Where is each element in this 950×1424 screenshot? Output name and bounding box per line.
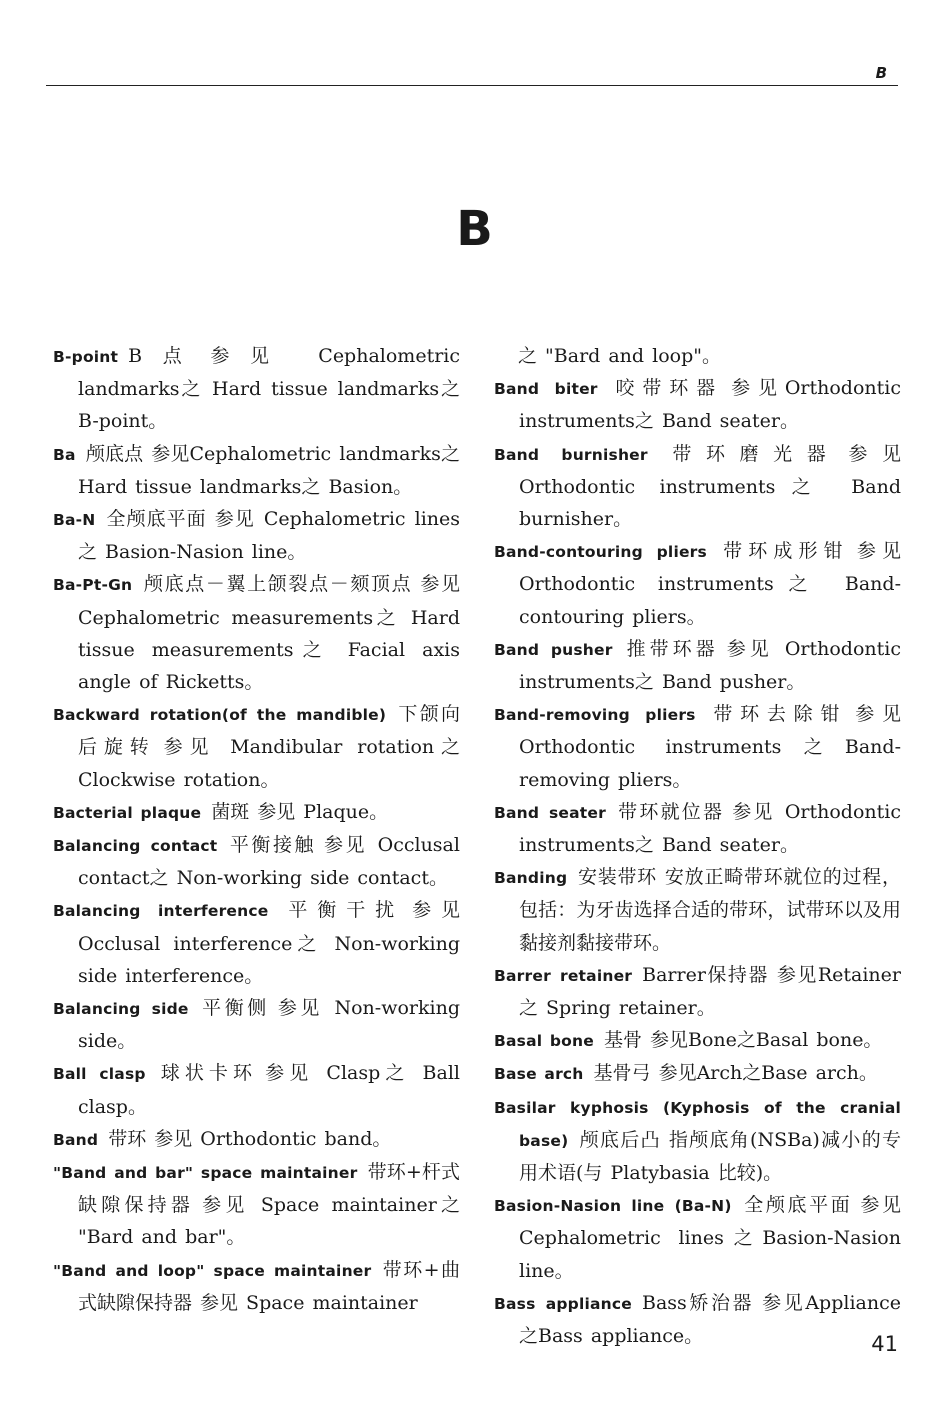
entry-definition: 指颅底角(NSBa)减小的专用术语(与 Platybasia 比较)。 xyxy=(519,1128,901,1185)
dictionary-entry xyxy=(53,503,460,568)
entry-chinese-term: 颅底点 xyxy=(85,442,144,465)
dictionary-entry xyxy=(494,1091,901,1190)
dictionary-entry xyxy=(53,1254,460,1319)
dictionary-entry xyxy=(53,1156,460,1254)
entry-definition: 参见 Non-working side。 xyxy=(78,997,460,1053)
entry-headword: Ba-N xyxy=(53,511,96,530)
dictionary-entry xyxy=(494,796,901,861)
entry-chinese-term: 带环成形钳 xyxy=(716,540,849,563)
dictionary-entry xyxy=(53,698,460,796)
entry-definition: 参见 Mandibular rotation之 Clockwise rotation。 xyxy=(78,736,460,791)
entry-definition: 参见 Cephalometric measurements之 Hard tissue measurements之 Facial axis angle of Ricketts。 xyxy=(78,573,460,694)
entry-headword: B-point xyxy=(53,348,119,366)
entry-definition: 参见 Space maintainer之 "Bard and bar"。 xyxy=(78,1194,460,1249)
entry-headword: Base arch xyxy=(494,1065,584,1084)
entry-headword: Backward rotation(of the mandible) xyxy=(53,706,387,725)
entry-headword: Basilar kyphosis (Kyphosis of the cranial base) xyxy=(494,1098,901,1150)
dictionary-entry xyxy=(53,340,460,438)
entry-headword: Balancing interference xyxy=(53,902,269,921)
entry-chinese-term: 颅底后凸 xyxy=(578,1128,661,1151)
entry-chinese-term: 全颅底平面 xyxy=(105,508,207,531)
entry-chinese-term: 颅底点－翼上颌裂点－颏顶点 xyxy=(142,573,413,596)
entry-chinese-term: 带环+杆式缺隙保持器 xyxy=(78,1161,460,1217)
entry-headword: Band seater xyxy=(494,803,606,822)
entry-headword: Basal bone xyxy=(494,1032,594,1051)
entry-definition: 参见 Space maintainer xyxy=(200,1291,418,1314)
entry-definition: 参见 Cephalometric lines之 Basion-Nasion line。 xyxy=(78,508,460,564)
entry-definition: 参见 Occlusal contact之 Non-working side contact。 xyxy=(78,834,460,890)
entry-chinese-term: 球状卡环 xyxy=(155,1062,258,1085)
entry-definition: 参见 Cephalometric lines之Basion-Nasion line。 xyxy=(519,1194,901,1282)
entry-definition: 参见 Plaque。 xyxy=(257,800,389,823)
entry-chinese-term: 平衡侧 xyxy=(198,997,270,1020)
entry-chinese-term: 带环+曲式缺隙保持器 xyxy=(78,1258,460,1314)
entry-headword: "Band and bar" space maintainer xyxy=(53,1164,358,1183)
entry-headword: Band biter xyxy=(494,380,598,399)
entry-headword: Banding xyxy=(494,869,568,888)
dictionary-entry xyxy=(53,796,460,829)
dictionary-entry xyxy=(494,1287,901,1352)
dictionary-entry xyxy=(494,861,901,959)
running-head: B xyxy=(875,64,887,82)
entry-definition: 参见 Orthodontic instruments之 Band pusher。 xyxy=(519,637,901,694)
right-column xyxy=(494,340,901,1352)
entry-headword: Band-contouring pliers xyxy=(494,543,707,562)
entry-chinese-term: Barrer保持器 xyxy=(642,963,769,986)
entry-definition: 参见 Cephalometric landmarks之 Hard tissue landmarks之 B-point。 xyxy=(78,345,461,433)
dictionary-entry xyxy=(53,894,460,992)
entry-headword: Ba-Pt-Gn xyxy=(53,576,133,595)
right-column-entries xyxy=(494,372,901,1352)
entry-chinese-term: B点 xyxy=(128,345,203,367)
dictionary-entry xyxy=(494,438,901,536)
entry-chinese-term: 带环去除钳 xyxy=(705,703,848,726)
dictionary-entry xyxy=(53,568,460,698)
entry-chinese-term: 菌斑 xyxy=(211,800,250,823)
entry-definition: 参见 Orthodontic instruments之 Band-contouring pliers。 xyxy=(519,540,901,628)
dictionary-entry xyxy=(494,698,901,796)
entry-definition: 参见 Orthodontic band。 xyxy=(154,1127,392,1150)
entry-headword: Bass appliance xyxy=(494,1294,632,1313)
entry-definition: 参见 Occlusal interference之 Non-working side interference。 xyxy=(78,899,460,987)
entry-headword: Band pusher xyxy=(494,640,613,659)
dictionary-entry xyxy=(53,438,460,503)
entry-headword: Bacterial plaque xyxy=(53,803,202,822)
dictionary-entry xyxy=(494,1024,901,1057)
entry-chinese-term: 带环 xyxy=(108,1127,147,1150)
entry-definition: 参见Arch之Base arch。 xyxy=(658,1062,878,1085)
entry-definition: 参见 Orthodontic instruments之 Band seater。 xyxy=(519,800,901,857)
entry-definition: 参见Appliance之Bass appliance。 xyxy=(519,1291,901,1348)
entry-headword: Band burnisher xyxy=(494,445,648,464)
entry-chinese-term: 带环磨光器 xyxy=(657,442,841,465)
entry-definition: 安放正畸带环就位的过程，包括：为牙齿选择合适的带环，试带环以及用黏接剂黏接带环。 xyxy=(519,866,901,954)
page-number: 41 xyxy=(871,1332,898,1356)
section-letter: B xyxy=(456,201,494,257)
entry-chinese-term: 全颅底平面 xyxy=(741,1194,853,1217)
dictionary-entry xyxy=(494,1189,901,1287)
entry-chinese-term: 安装带环 xyxy=(577,866,657,889)
entry-headword: Band-removing pliers xyxy=(494,706,696,725)
continuation-text: 之 "Bard and loop"。 xyxy=(518,345,721,367)
entry-chinese-term: Bass矫治器 xyxy=(641,1291,755,1314)
dictionary-entry xyxy=(53,992,460,1057)
entry-headword: "Band and loop" space maintainer xyxy=(53,1261,372,1280)
dictionary-entry xyxy=(494,1057,901,1090)
entry-definition: 参见Orthodontic instruments之 Band seater。 xyxy=(519,377,901,433)
entry-definition: 参见Retainer之 Spring retainer。 xyxy=(519,963,901,1020)
dictionary-entry xyxy=(494,535,901,633)
entry-definition: 参见Bone之Basal bone。 xyxy=(649,1029,883,1052)
entry-headword: Barrer retainer xyxy=(494,966,633,985)
dictionary-entry xyxy=(53,1123,460,1156)
entry-chinese-term: 带环就位器 xyxy=(615,800,725,823)
entry-headword: Ball clasp xyxy=(53,1065,146,1084)
entry-headword: Balancing contact xyxy=(53,837,218,856)
entry-headword: Basion-Nasion line (Ba-N) xyxy=(494,1197,732,1216)
dictionary-entry xyxy=(494,372,901,437)
entry-headword: Balancing side xyxy=(53,1000,189,1019)
entry-definition: 参见 Orthodontic instruments之Band-removing pliers。 xyxy=(519,703,901,791)
dictionary-entry xyxy=(494,633,901,698)
entry-chinese-term: 基骨 xyxy=(603,1029,642,1052)
entry-chinese-term: 平衡接触 xyxy=(227,834,317,857)
left-column xyxy=(53,340,460,1319)
entry-chinese-term: 推带环器 xyxy=(622,637,719,660)
entry-chinese-term: 平衡干扰 xyxy=(278,899,405,922)
dictionary-entry xyxy=(53,1057,460,1122)
entry-chinese-term: 基骨弓 xyxy=(593,1062,651,1085)
entry-chinese-term: 下颌向后旋转 xyxy=(78,703,460,759)
entry-headword: Ba xyxy=(53,445,76,464)
entry-definition: 参见Cephalometric landmarks之 Hard tissue landmarks之 Basion。 xyxy=(78,442,460,498)
dictionary-entry xyxy=(53,829,460,894)
entry-definition: 参见 Orthodontic instruments之 Band burnisher。 xyxy=(519,442,901,531)
header-rule xyxy=(46,85,898,86)
entry-headword: Band xyxy=(53,1130,99,1149)
entry-chinese-term: 咬带环器 xyxy=(607,377,724,400)
entry-definition: 参见 Clasp之 Ball clasp。 xyxy=(78,1062,460,1118)
dictionary-entry xyxy=(494,959,901,1024)
